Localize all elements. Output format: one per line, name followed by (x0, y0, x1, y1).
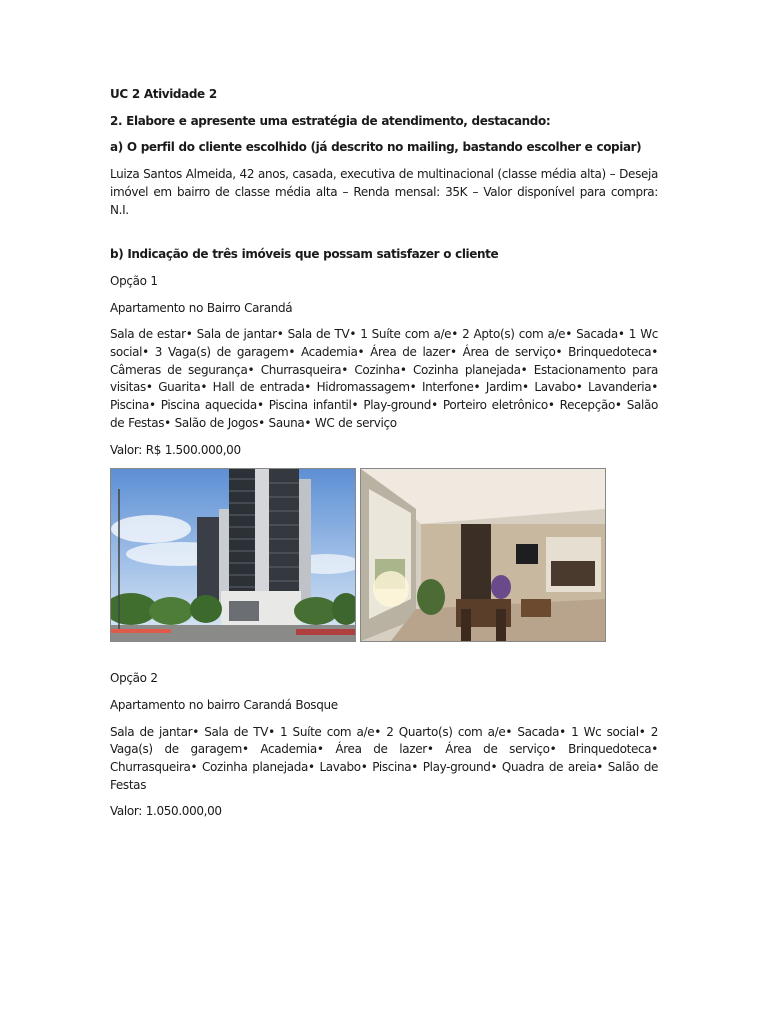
option1-photos (110, 468, 658, 642)
option1-features: Sala de estar• Sala de jantar• Sala de TV• 1 Suíte com a/e• 2 Apto(s) com a/e• Sacada• 1 Wc social• 3 Vaga(s) de garagem• Academia• Área de lazer• Área de serviço• Brinquedoteca• Câmeras de segurança• Churrasqueira• Cozinha• Cozinha planejada• Estacionamento para visitas• Guarita• Hall de entrada• Hidromassagem• Interfone• Jardim• Lavabo• Lavanderia• Piscina• Piscina aquecida• Piscina infantil• Play-ground• Porteiro eletrônico• Recepção• Salão de Festas• Salão de Jogos• Sauna• WC de serviço (110, 327, 658, 430)
item-a-heading: a) O perfil do cliente escolhido (já descrito no mailing, bastando escolher e copiar) (110, 140, 642, 155)
building-exterior-photo (110, 468, 356, 642)
option2-price: Valor: 1.050.000,00 (110, 804, 222, 819)
document-page (110, 86, 658, 830)
option2-features: Sala de jantar• Sala de TV• 1 Suíte com a/e• 2 Quarto(s) com a/e• Sacada• 1 Wc social• 2 Vaga(s) de garagem• Academia• Área de lazer• Área de serviço• Brinquedoteca• Churrasqueira• Cozinha planejada• Lavabo• Piscina• Play-ground• Quadra de areia• Salão de Festas (110, 724, 658, 792)
apartment-interior-photo (360, 468, 606, 642)
option2-title: Apartamento no bairro Carandá Bosque (110, 697, 338, 712)
spacer (110, 228, 658, 246)
option1-title: Apartamento no Bairro Carandá (110, 300, 293, 315)
option1-price: Valor: R$ 1.500.000,00 (110, 442, 241, 457)
item-b-heading: b) Indicação de três imóveis que possam satisfazer o cliente (110, 247, 499, 262)
document-heading: UC 2 Atividade 2 (110, 87, 217, 101)
option1-label: Opção 1 (110, 273, 158, 288)
client-profile: Luiza Santos Almeida, 42 anos, casada, executiva de multinacional (classe média alta) – Deseja imóvel em bairro de classe média alta – Renda mensal: 35K – Valor disponível para compra: N.I. (110, 167, 658, 217)
task-statement: 2. Elabore e apresente uma estratégia de atendimento, destacando: (110, 113, 551, 128)
option2-label: Opção 2 (110, 671, 158, 686)
